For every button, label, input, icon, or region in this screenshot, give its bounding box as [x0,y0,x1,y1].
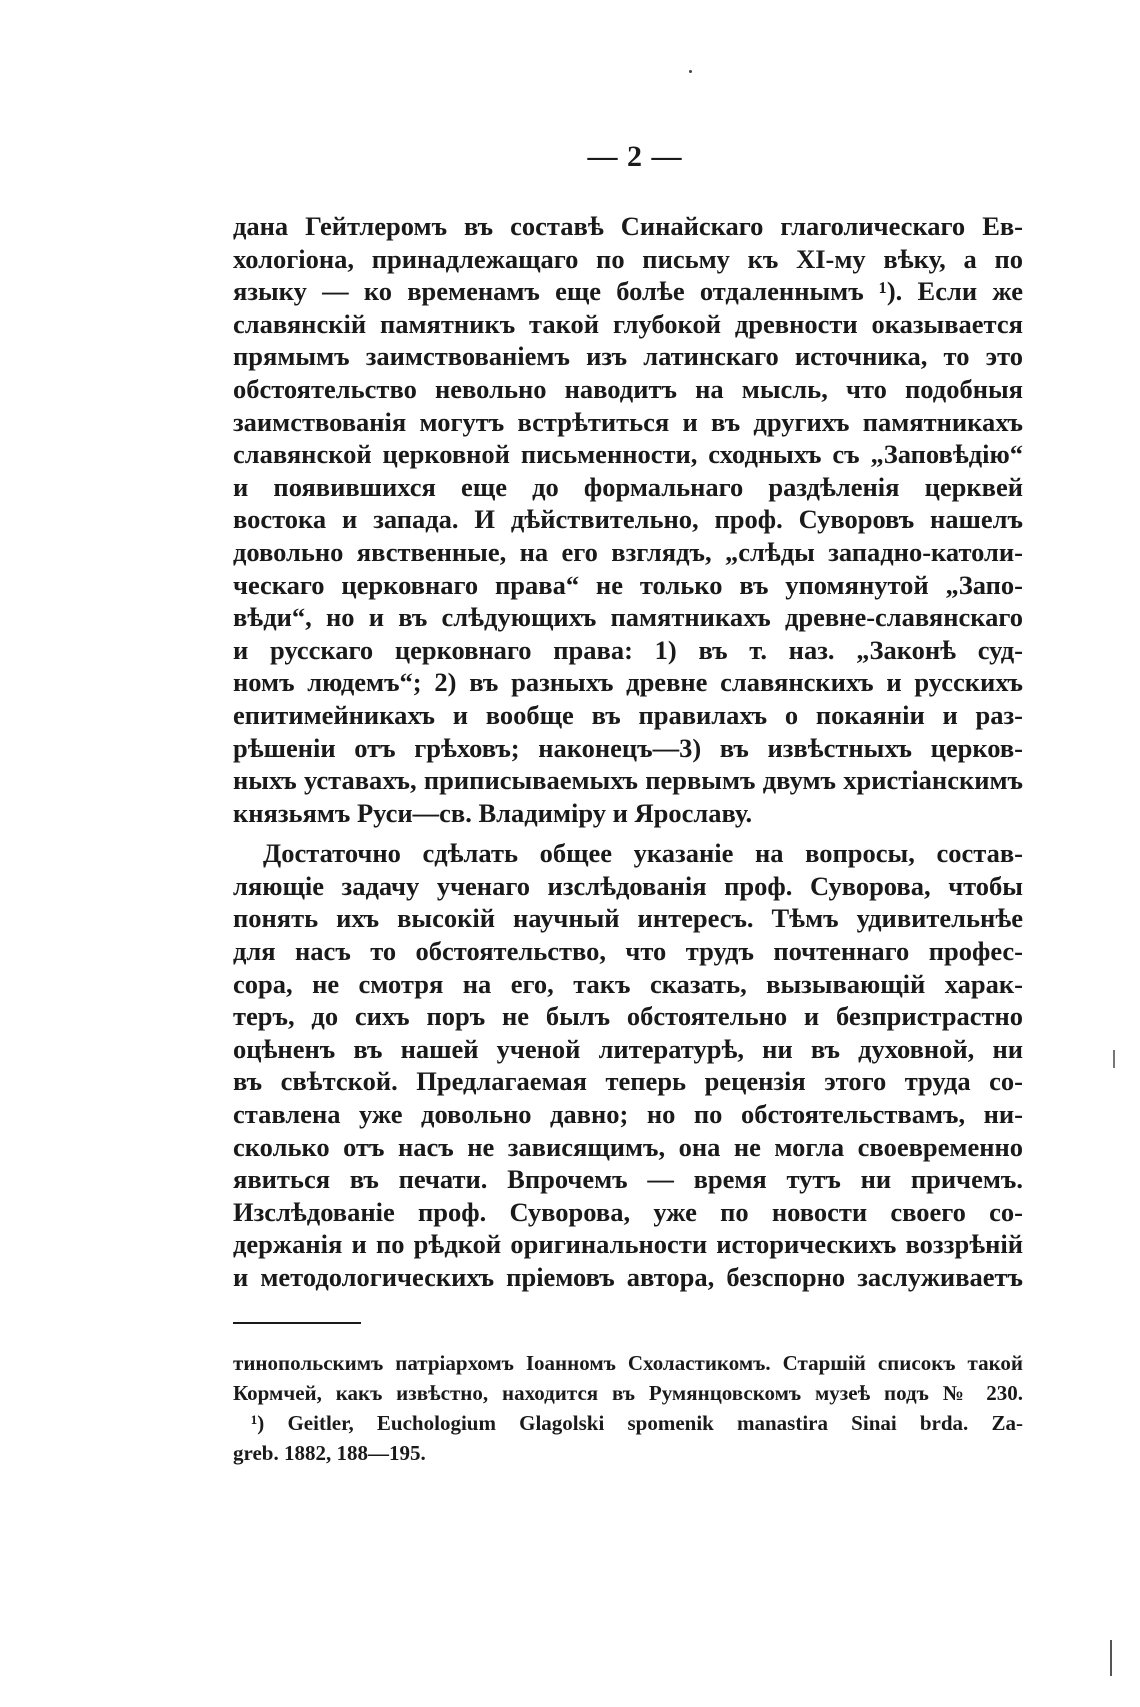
text-line: обстоятельство невольно наводитъ на мысль, что подобныя [233,373,1023,404]
text-line: князьямъ Руси—св. Владиміру и Ярославу. [233,797,753,828]
text-line: ныхъ уставахъ, приписываемыхъ первымъ двумъ христіанскимъ [233,765,1023,796]
text-line: для насъ то обстоятельство, что трудъ почтеннаго профес- [233,936,1023,967]
text-line: ляющіе задачу ученаго изслѣдованія проф. Суворова, чтобы [233,870,1023,901]
text-line: теръ, до сихъ поръ не былъ обстоятельно и безпристрастно [233,1001,1023,1032]
text-line: сколько отъ насъ не зависящимъ, она не могла своевременно [233,1131,1023,1162]
main-text [233,210,1023,1294]
text-line: ставлена уже довольно давно; но по обстоятельствамъ, ни- [233,1099,1023,1130]
margin-mark [1113,1050,1115,1068]
text-line: дана Гейтлеромъ въ составѣ Синайскаго глаголическаго Ев- [233,211,1023,241]
footnote-separator [233,1322,361,1324]
text-line: славянскій памятникъ такой глубокой древности оказывается [233,308,1023,339]
text-line: Изслѣдованіе проф. Суворова, уже по новости своего со- [233,1196,1023,1227]
text-line: рѣшеніи отъ грѣховъ; наконецъ—3) въ извѣстныхъ церков- [233,732,1023,763]
text-line: ческаго церковнаго права“ не только въ упомянутой „Запо- [233,569,1023,600]
footnote-line: ¹) Geitler, Euchologium Glagolski spomenik manastira Sinai brda. Za- [251,1411,1023,1435]
text-line: въ свѣтской. Предлагаемая теперь рецензія этого труда со- [233,1066,1023,1097]
page-number: — 2 — [587,140,683,173]
text-line: явиться въ печати. Впрочемъ — время тутъ ни причемъ. [233,1164,1023,1195]
text-line: языку — ко временамъ еще болѣе отдаленнымъ ¹). Если же [233,276,1023,307]
text-line: заимствованія могутъ встрѣтиться и въ другихъ памятникахъ [233,406,1023,437]
ink-speck [689,70,692,73]
text-line: довольно явственные, на его взглядъ, „слѣды западно-католи- [233,536,1023,567]
text-line: вѣди“, но и въ слѣдующихъ памятникахъ древне-славянскаго [233,602,1023,633]
margin-mark [1110,1640,1112,1676]
text-line: сора, не смотря на его, такъ сказать, вызывающій харак- [233,968,1023,999]
text-line: хологіона, принадлежащаго по письму къ XI-му вѣку, а по [233,243,1023,274]
text-line: оцѣненъ въ нашей ученой литературѣ, ни въ духовной, ни [233,1033,1023,1064]
text-line: и русскаго церковнаго права: 1) въ т. наз. „Законѣ суд- [233,634,1023,665]
text-line: номъ людемъ“; 2) въ разныхъ древне славянскихъ и русскихъ [233,667,1023,698]
text-line: и методологическихъ пріемовъ автора, безспорно заслуживаетъ [233,1262,1023,1292]
text-line: востока и запада. И дѣйствительно, проф. Суворовъ нашелъ [233,504,1023,535]
footnote-line: greb. 1882, 188—195. [233,1441,426,1465]
footnotes [233,1348,1023,1468]
text-line: Достаточно сдѣлать общее указаніе на вопросы, состав- [263,838,1023,869]
paragraph-gap [233,829,1023,837]
text-line: прямымъ заимствованіемъ изъ латинскаго источника, то это [233,341,1023,372]
footnote-line: тинопольскимъ патріархомъ Іоанномъ Схоластикомъ. Старшій списокъ такой [233,1351,1023,1375]
text-line: епитимейникахъ и вообще въ правилахъ о покаяніи и раз- [233,699,1023,730]
text-line: и появившихся еще до формальнаго раздѣленія церквей [233,471,1023,502]
text-line: понять ихъ высокій научный интересъ. Тѣмъ удивительнѣе [233,903,1023,934]
text-line: держанія и по рѣдкой оригинальности историческихъ воззрѣній [233,1229,1023,1260]
footnote-line: Кормчей, какъ извѣстно, находится въ Румянцовскомъ музеѣ подъ № 230. [233,1381,1023,1405]
text-line: славянской церковной письменности, сходныхъ съ „Заповѣдію“ [233,439,1023,470]
